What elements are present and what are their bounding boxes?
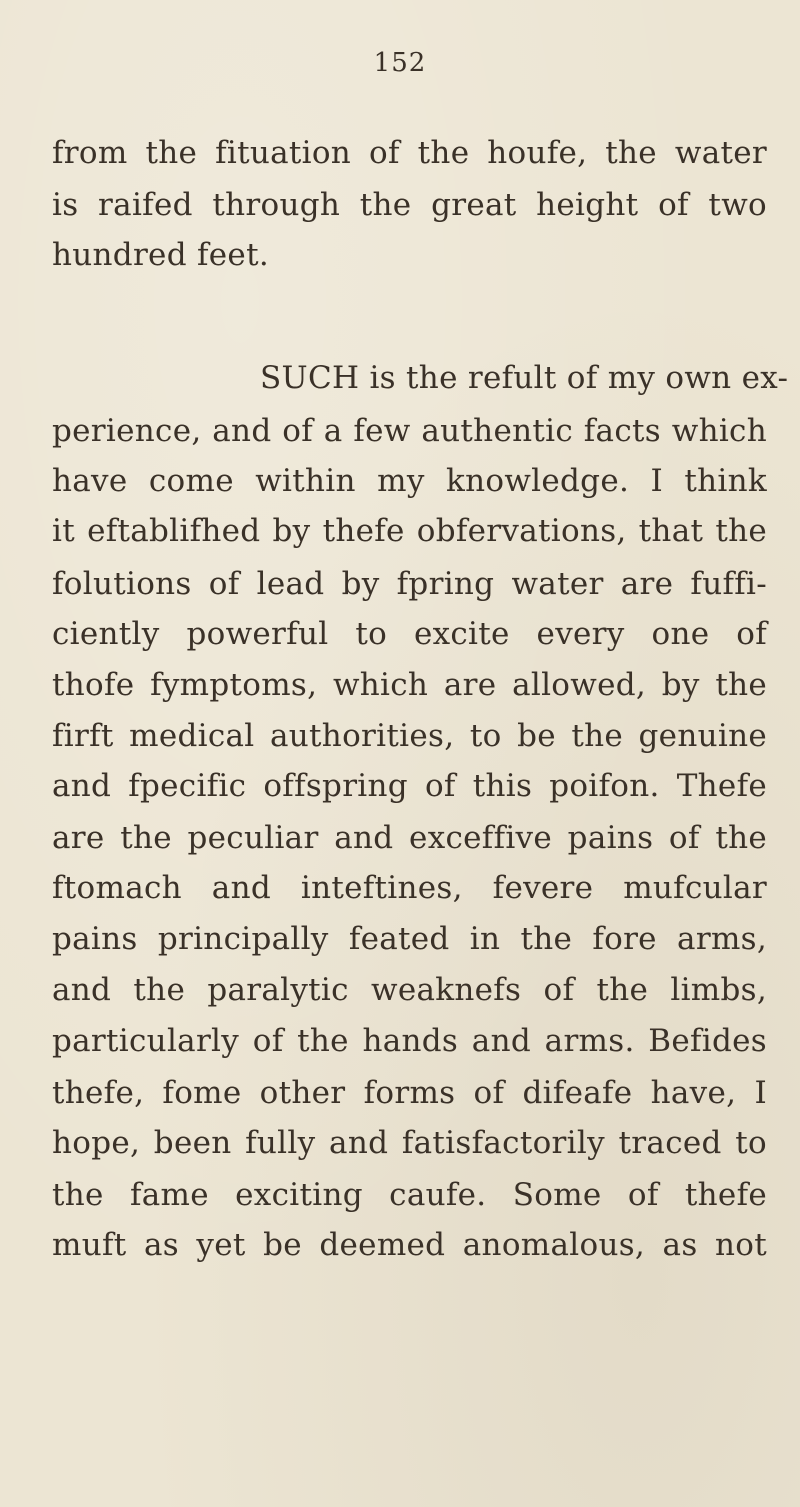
text-line: ciently powerful to excite every one of xyxy=(52,616,767,652)
text-line: and fpecific offspring of this poifon. Thefe xyxy=(52,768,767,804)
page-number: 152 xyxy=(373,48,427,78)
text-line: have come within my knowledge. I think xyxy=(52,463,767,499)
text-line: thofe fymptoms, which are allowed, by the xyxy=(52,667,767,703)
text-line: hundred feet. xyxy=(52,237,269,273)
text-line: particularly of the hands and arms. Befides xyxy=(52,1023,767,1059)
text-line: thefe, fome other forms of difeafe have, I xyxy=(52,1075,767,1111)
text-line: from the fituation of the houfe, the water xyxy=(52,135,767,171)
text-line: muft as yet be deemed anomalous, as not xyxy=(52,1227,767,1263)
text-line: the fame exciting caufe. Some of thefe xyxy=(52,1177,767,1213)
text-line: SUCH is the refult of my own ex- xyxy=(260,360,789,396)
text-line: firft medical authorities, to be the genuine xyxy=(52,718,767,754)
text-line: ftomach and inteftines, fevere mufcular xyxy=(52,870,767,906)
text-line: and the paralytic weaknefs of the limbs, xyxy=(52,972,767,1008)
text-line: is raifed through the great height of two xyxy=(52,187,767,223)
text-line: are the peculiar and exceffive pains of the xyxy=(52,820,767,856)
text-line: hope, been fully and fatisfactorily traced to xyxy=(52,1125,767,1161)
text-line: pains principally feated in the fore arms, xyxy=(52,921,767,957)
text-line: perience, and of a few authentic facts which xyxy=(52,413,767,449)
text-line: folutions of lead by fpring water are fuffi- xyxy=(52,566,767,602)
text-line: it eftablifhed by thefe obfervations, that the xyxy=(52,513,767,549)
